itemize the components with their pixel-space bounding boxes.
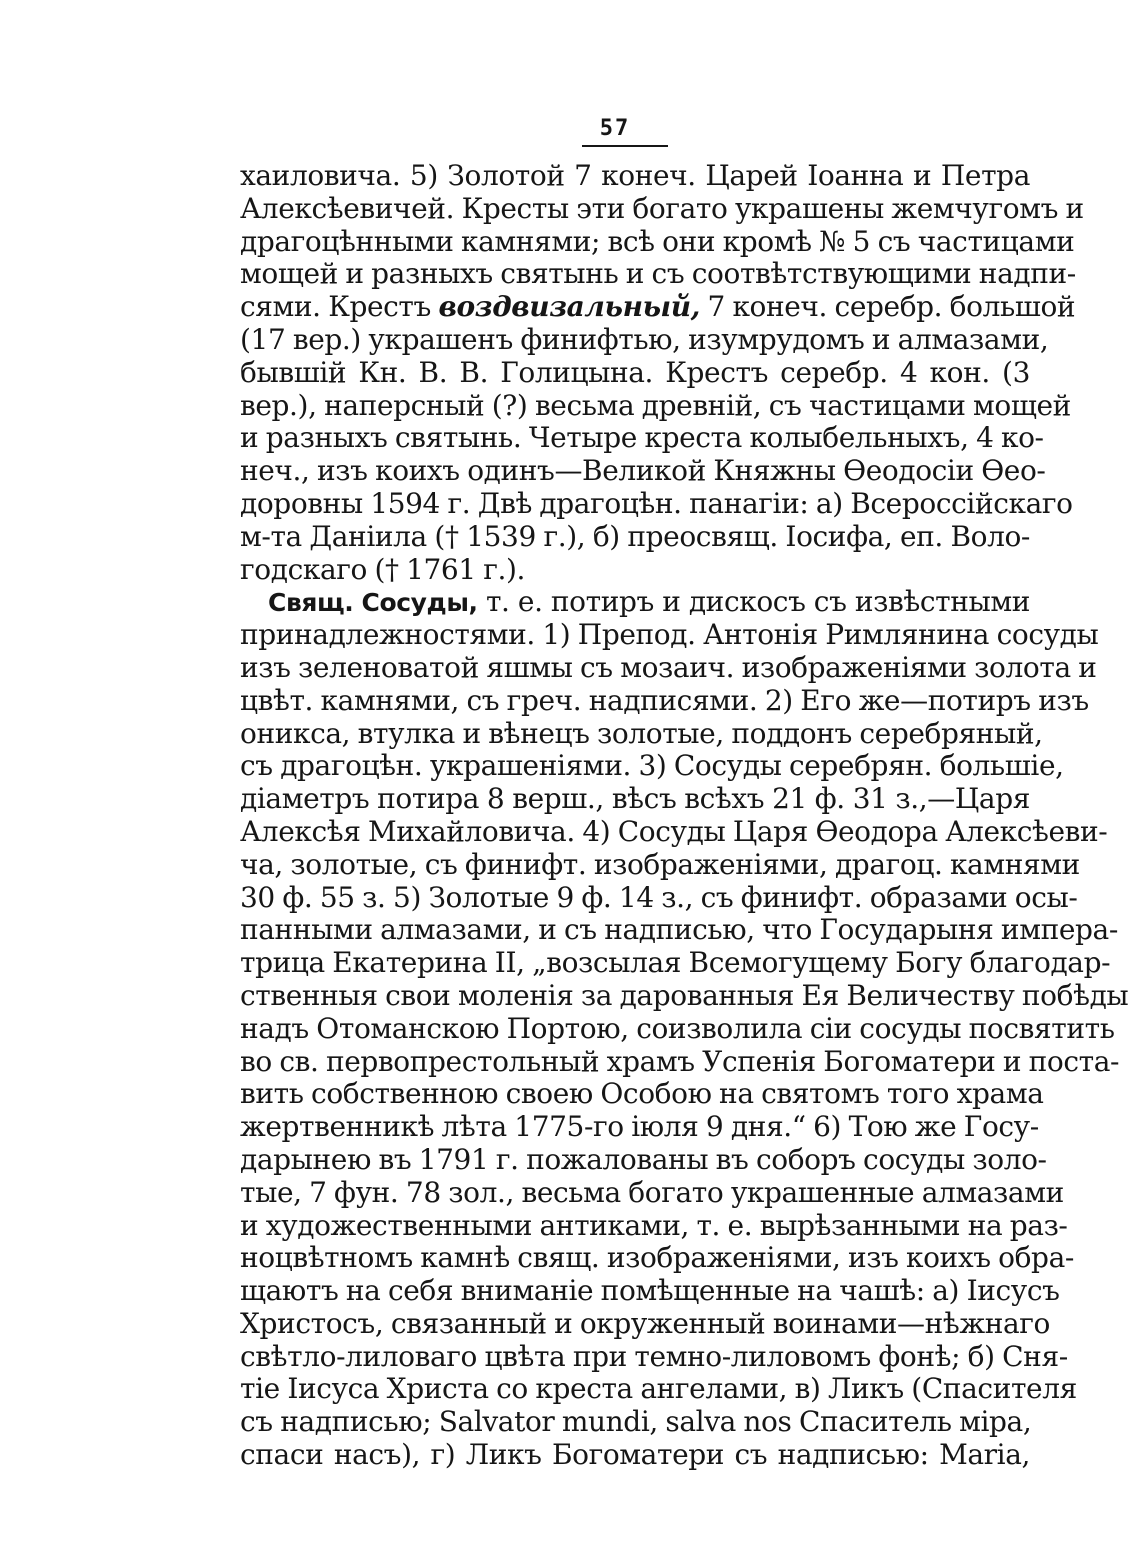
text-line: во св. первопрестольный храмъ Успенія Богоматери и поста- — [240, 1044, 1120, 1078]
body-text — [240, 159, 1129, 1472]
text-line: м-та Даніила († 1539 г.), б) преосвящ. Іосифа, еп. Воло- — [240, 519, 1030, 553]
text-line: ноцвѣтномъ камнѣ свящ. изображеніями, изъ коихъ обра- — [240, 1241, 1074, 1275]
page-number: 57 — [599, 116, 631, 141]
text-segment: сями. Крестъ — [240, 290, 431, 324]
text-line: дарынею въ 1791 г. пожалованы въ соборъ сосуды золо- — [240, 1142, 1047, 1176]
text-line: Христосъ, связанный и окруженный воинами—нѣжнаго — [240, 1306, 1050, 1340]
text-line: панными алмазами, и съ надписью, что Государыня импера- — [240, 913, 1118, 947]
text-line: Алексѣя Михайловича. 4) Сосуды Царя Ѳеодора Алексѣеви- — [240, 814, 1108, 848]
text-line: Алексѣевичей. Кресты эти богато украшены жемчугомъ и — [240, 191, 1084, 225]
text-line: тые, 7 фун. 78 зол., весьма богато украшенные алмазами — [240, 1175, 1064, 1209]
text-line: съ надписью; Salvator mundi, salva nos Спаситель міра, — [240, 1405, 1032, 1439]
text-line: неч., изъ коихъ одинъ—Великой Княжны Ѳеодосіи Ѳео- — [240, 454, 1046, 488]
text-line: діаметръ потира 8 верш., вѣсъ всѣхъ 21 ф. 31 з.,—Царя — [240, 782, 1030, 816]
text-line: принадлежностями. 1) Препод. Антонія Римлянина сосуды — [240, 618, 1099, 652]
section-term: Свящ. Сосуды, — [268, 588, 478, 618]
text-line: съ драгоцѣн. украшеніями. 3) Сосуды серебрян. большіе, — [240, 749, 1064, 783]
text-line: вер.), наперсный (?) весьма древній, съ частицами мощей — [240, 388, 1071, 422]
text-line — [240, 290, 1076, 324]
text-line: (17 вер.) украшенъ финифтью, изумрудомъ и алмазами, — [240, 322, 1049, 356]
text-line: хаиловича. 5) Золотой 7 конеч. Царей Іоанна и Петра — [240, 159, 1030, 192]
italic-term: воздвизальный, — [438, 290, 701, 324]
text-line: вить собственною своею Особою на святомъ того храма — [240, 1077, 1044, 1111]
text-line: спаси насъ), г) Ликъ Богоматери съ надписью: Maria, — [240, 1438, 1030, 1472]
text-segment: 7 конеч. серебр. большой — [707, 290, 1076, 324]
text-line: изъ зеленоватой яшмы съ мозаич. изображеніями золота и — [240, 650, 1097, 684]
text-line: ча, золотые, съ финифт. изображеніями, драгоц. камнями — [240, 847, 1080, 881]
text-line: ственныя свои моленія за дарованныя Ея Величеству побѣды — [240, 978, 1129, 1012]
text-line: щаютъ на себя вниманіе помѣщенные на чашѣ: а) Іисусъ — [240, 1274, 1060, 1308]
text-line: бывшій Кн. В. В. Голицына. Крестъ серебр. 4 кон. (3 — [240, 355, 1030, 389]
text-line: доровны 1594 г. Двѣ драгоцѣн. панагіи: а) Всероссійскаго — [240, 486, 1073, 520]
text-line: трица Екатерина II, „возсылая Всемогущему Богу благодар- — [240, 946, 1111, 980]
text-line: цвѣт. камнями, съ греч. надписями. 2) Его же—потиръ изъ — [240, 683, 1089, 717]
text-line: и художественными антиками, т. е. вырѣзанными на раз- — [240, 1208, 1068, 1242]
page-number-rule — [582, 145, 668, 147]
paragraph-end-line: годскаго († 1761 г.). — [240, 552, 526, 586]
text-line: мощей и разныхъ святынь и съ соотвѣтствующими надпи- — [240, 257, 1076, 291]
text-line: 30 ф. 55 з. 5) Золотые 9 ф. 14 з., съ финифт. образами осы- — [240, 880, 1078, 914]
text-line: драгоцѣнными камнями; всѣ они кромѣ № 5 съ частицами — [240, 224, 1075, 258]
text-line: надъ Отоманскою Портою, соизволила сіи сосуды посвятить — [240, 1011, 1115, 1045]
text-line: и разныхъ святынь. Четыре креста колыбельныхъ, 4 ко- — [240, 421, 1044, 455]
paragraph-start-line — [240, 586, 1030, 619]
text-line: свѣтло-лиловаго цвѣта при темно-лиловомъ фонѣ; б) Сня- — [240, 1339, 1068, 1373]
text-segment: т. е. потиръ и дискосъ съ извѣстными — [485, 585, 1030, 619]
text-line: жертвенникѣ лѣта 1775-го іюля 9 дня.“ 6) Тою же Госу- — [240, 1110, 1039, 1144]
text-line: оникса, втулка и вѣнецъ золотые, поддонъ серебряный, — [240, 716, 1043, 750]
text-line: тіе Іисуса Христа со креста ангелами, в) Ликъ (Спасителя — [240, 1372, 1077, 1406]
